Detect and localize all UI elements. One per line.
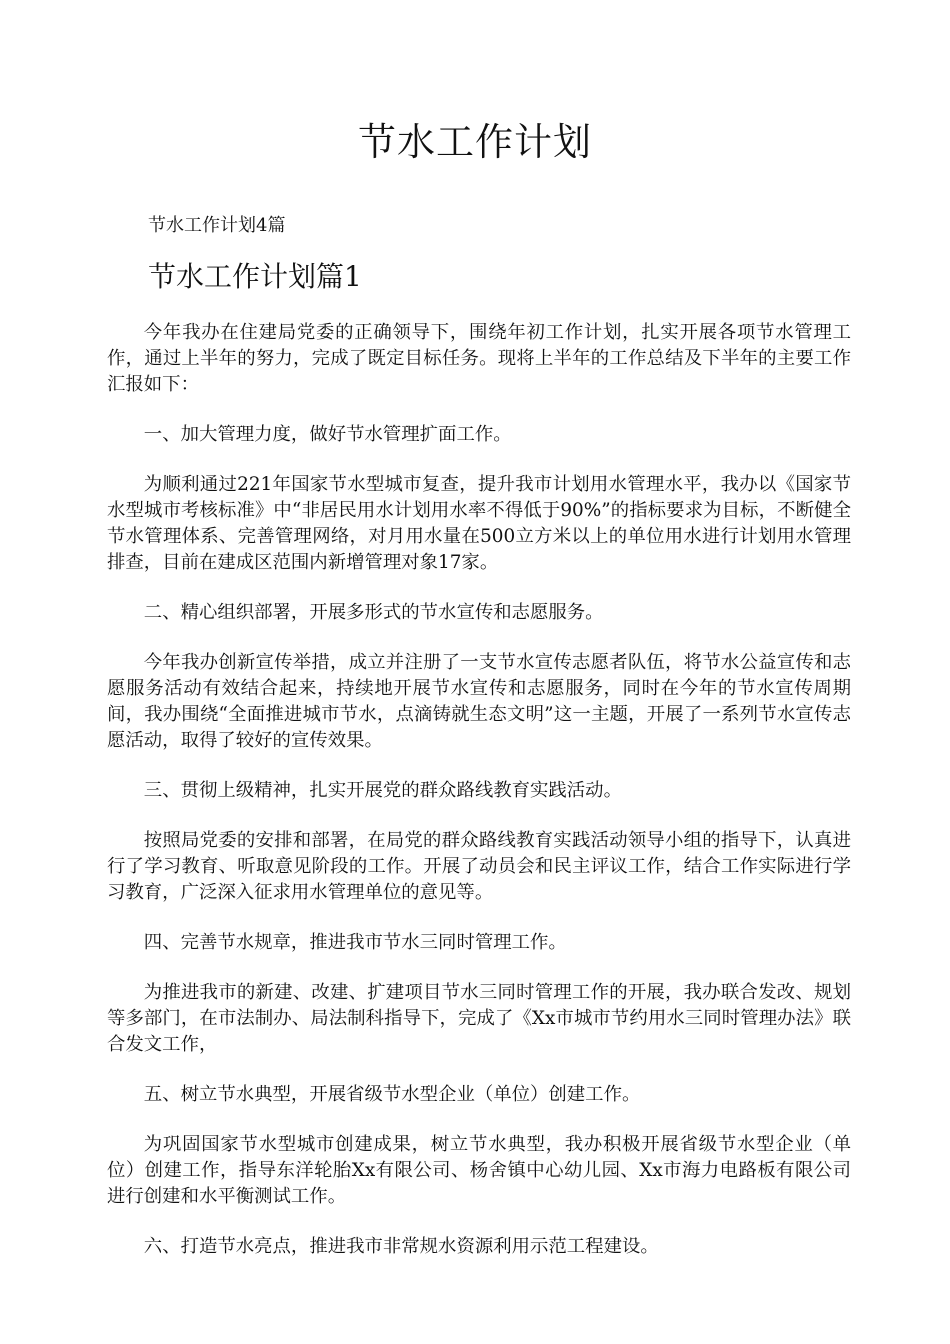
section-heading: 节水工作计划篇1 bbox=[148, 260, 362, 293]
document-subtitle: 节水工作计划4篇 bbox=[148, 215, 286, 236]
paragraph: 五、树立节水典型，开展省级节水型企业（单位）创建工作。 bbox=[143, 1084, 641, 1105]
paragraph: 为巩固国家节水型城市创建成果，树立节水典型，我办积极开展省级节水型企业（单位）创建工作，指导东洋轮胎Xx有限公司、杨舍镇中心幼儿园、Xx市海力电路板有限公司进行创建和水平衡测试工作。 bbox=[107, 1134, 851, 1207]
paragraph: 四、完善节水规章，推进我市节水三同时管理工作。 bbox=[143, 932, 567, 953]
paragraph: 二、精心组织部署，开展多形式的节水宣传和志愿服务。 bbox=[143, 602, 604, 623]
paragraph: 六、打造节水亮点，推进我市非常规水资源利用示范工程建设。 bbox=[143, 1236, 659, 1257]
paragraph: 三、贯彻上级精神，扎实开展党的群众路线教育实践活动。 bbox=[143, 780, 622, 801]
paragraph: 今年我办在住建局党委的正确领导下，围绕年初工作计划，扎实开展各项节水管理工作，通过上半年的努力，完成了既定目标任务。现将上半年的工作总结及下半年的主要工作汇报如下： bbox=[107, 322, 851, 395]
document-body bbox=[107, 320, 851, 1284]
paragraph: 今年我办创新宣传举措，成立并注册了一支节水宣传志愿者队伍，将节水公益宣传和志愿服务活动有效结合起来，持续地开展节水宣传和志愿服务，同时在今年的节水宣传周期间，我办围绕“全面推进城市节水，点滴铸就生态文明”这一主题，开展了一系列节水宣传志愿活动，取得了较好的宣传效果。 bbox=[107, 652, 851, 751]
document-title: 节水工作计划 bbox=[357, 120, 592, 164]
paragraph: 按照局党委的安排和部署，在局党的群众路线教育实践活动领导小组的指导下，认真进行了学习教育、听取意见阶段的工作。开展了动员会和民主评议工作，结合工作实际进行学习教育，广泛深入征求用水管理单位的意见等。 bbox=[107, 830, 851, 903]
paragraph: 为顺利通过221年国家节水型城市复查，提升我市计划用水管理水平，我办以《国家节水型城市考核标准》中“非居民用水计划用水率不得低于90%”的指标要求为目标，不断健全节水管理体系、完善管理网络，对月用水量在500立方米以上的单位用水进行计划用水管理排查，目前在建成区范围内新增管理对象17家。 bbox=[107, 474, 851, 573]
paragraph: 一、加大管理力度，做好节水管理扩面工作。 bbox=[143, 424, 512, 445]
paragraph: 为推进我市的新建、改建、扩建项目节水三同时管理工作的开展，我办联合发改、规划等多部门，在市法制办、局法制科指导下，完成了《Xx市城市节约用水三同时管理办法》联合发文工作， bbox=[107, 982, 851, 1055]
